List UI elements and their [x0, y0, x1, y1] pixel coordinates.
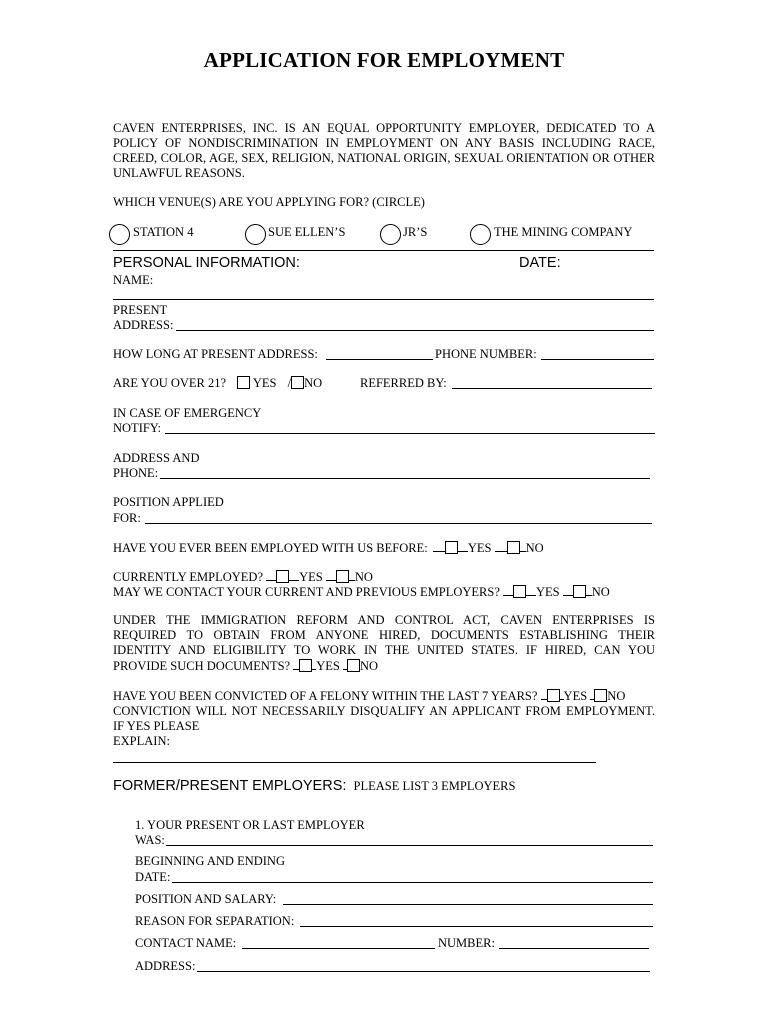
over21-yes-checkbox[interactable] [237, 376, 250, 389]
documents-yes-checkbox[interactable] [299, 659, 312, 672]
may-contact-yes-checkbox[interactable] [513, 585, 526, 598]
phone-label: PHONE: [113, 466, 159, 480]
over21-question [113, 376, 322, 391]
felony-no-label: NO [607, 689, 626, 703]
employer1-address-field[interactable] [197, 971, 650, 972]
employer1-title: 1. YOUR PRESENT OR LAST EMPLOYER [135, 818, 365, 832]
employer1-beginning-label: BEGINNING AND ENDING [135, 854, 285, 868]
currently-employed-row [113, 569, 373, 585]
address-field[interactable] [176, 330, 654, 331]
employer1-was-label: WAS: [135, 833, 165, 847]
employer1-contact-label: CONTACT NAME: [135, 936, 237, 950]
employed-before-row [113, 540, 544, 556]
address-label: ADDRESS: [113, 318, 174, 332]
felony-no-checkbox[interactable] [594, 689, 607, 702]
may-contact-yes-label: YES [536, 585, 560, 599]
name-field[interactable] [113, 299, 654, 300]
venue-jrs-label: JR’S [403, 225, 428, 239]
over21-separator: / [287, 376, 292, 390]
employer1-number-field[interactable] [499, 948, 649, 949]
felony-yes-label: YES [563, 689, 588, 703]
immigration-paragraph [113, 613, 655, 674]
phone-number-field[interactable] [541, 359, 654, 360]
employers-heading: FORMER/PRESENT EMPLOYERS: [113, 778, 347, 794]
address-and-label: ADDRESS AND [113, 451, 200, 465]
employer1-reason-field[interactable] [300, 926, 653, 927]
over21-no-checkbox[interactable] [291, 376, 304, 389]
employer1-date-label: DATE: [135, 870, 171, 884]
notify-label: NOTIFY: [113, 421, 162, 435]
if-yes-label: IF YES PLEASE [113, 719, 200, 733]
currently-employed-yes-checkbox[interactable] [276, 570, 289, 583]
how-long-field[interactable] [326, 359, 433, 360]
referred-label: REFERRED BY: [360, 376, 447, 390]
page-title: APPLICATION FOR EMPLOYMENT [203, 48, 565, 72]
position-field[interactable] [145, 523, 652, 524]
employer1-was-field[interactable] [166, 845, 653, 846]
explain-label: EXPLAIN: [113, 734, 170, 748]
documents-no-checkbox[interactable] [347, 659, 360, 672]
employed-before-yes-label: YES [467, 541, 492, 555]
eeo-statement: CAVEN ENTERPRISES, INC. IS AN EQUAL OPPORTUNITY EMPLOYER, DEDICATED TO A POLICY OF NONDISCRIMINATION IN EMPLOYMENT ON ANY BASIS INCLUDING RACE, CREED, COLOR, AGE, SEX, RELIGION, NATIONAL ORIGIN, SEXUAL ORIENTATION OR OTHER UNLAWFUL REASONS. [113, 121, 655, 180]
notify-field[interactable] [165, 433, 655, 434]
personal-info-heading: PERSONAL INFORMATION: [113, 255, 300, 271]
present-label: PRESENT [113, 303, 168, 317]
for-label: FOR: [113, 511, 141, 525]
employers-heading-row [113, 779, 515, 794]
employed-before-label: HAVE YOU EVER BEEN EMPLOYED WITH US BEFORE: [113, 541, 428, 555]
date-label: DATE: [519, 255, 561, 271]
venue-station4-circle[interactable] [109, 224, 130, 245]
employers-subheading: PLEASE LIST 3 EMPLOYERS [353, 779, 516, 793]
documents-yes-label: YES [316, 659, 340, 673]
venue-sue-ellens-circle[interactable] [245, 224, 266, 245]
employer1-reason-label: REASON FOR SEPARATION: [135, 914, 295, 928]
venue-station4-label: STATION 4 [133, 225, 194, 239]
employer1-address-label: ADDRESS: [135, 959, 196, 973]
over21-no-label: NO [304, 376, 323, 390]
may-contact-no-label: NO [591, 585, 610, 599]
employer1-contact-field[interactable] [242, 948, 435, 949]
felony-question: HAVE YOU BEEN CONVICTED OF A FELONY WITHIN THE LAST 7 YEARS? [113, 689, 538, 703]
over21-label: ARE YOU OVER 21? [113, 376, 227, 390]
employer1-number-label: NUMBER: [438, 936, 495, 950]
employed-before-no-label: NO [525, 541, 544, 555]
may-contact-row [113, 584, 610, 600]
venue-question: WHICH VENUE(S) ARE YOU APPLYING FOR? (CIRCLE) [113, 195, 425, 209]
over21-yes-label: YES [252, 376, 277, 390]
may-contact-label: MAY WE CONTACT YOUR CURRENT AND PREVIOUS EMPLOYERS? [113, 585, 500, 599]
emergency-label: IN CASE OF EMERGENCY [113, 406, 262, 420]
employed-before-yes-checkbox[interactable] [445, 541, 458, 554]
venue-sue-ellens-label: SUE ELLEN’S [268, 225, 346, 239]
venue-jrs-circle[interactable] [380, 224, 401, 245]
referred-field[interactable] [452, 388, 652, 389]
may-contact-no-checkbox[interactable] [573, 585, 586, 598]
felony-yes-checkbox[interactable] [547, 689, 560, 702]
employer1-date-field[interactable] [172, 882, 653, 883]
phone-number-label: PHONE NUMBER: [435, 347, 537, 361]
currently-employed-no-label: NO [354, 570, 373, 584]
currently-employed-yes-label: YES [299, 570, 323, 584]
immigration-text: UNDER THE IMMIGRATION REFORM AND CONTROL ACT, CAVEN ENTERPRISES IS REQUIRED TO OBTAIN FROM ANYONE HIRED, DOCUMENTS ESTABLISHING THEIR IDENTITY AND ELIGIBILITY TO WORK IN THE UNITED STATES. IF HIRED, CAN YOU PROVIDE SUCH DOCUMENTS? [113, 613, 655, 673]
felony-row [113, 688, 625, 704]
venue-mining-company-circle[interactable] [470, 224, 491, 245]
currently-employed-no-checkbox[interactable] [336, 570, 349, 583]
venue-divider [113, 250, 654, 251]
employed-before-no-checkbox[interactable] [507, 541, 520, 554]
position-applied-label: POSITION APPLIED [113, 495, 224, 509]
explain-field[interactable] [113, 762, 596, 763]
employer1-position-salary-field[interactable] [283, 904, 653, 905]
documents-no-label: NO [359, 659, 379, 673]
emergency-phone-field[interactable] [160, 478, 650, 479]
conviction-note: CONVICTION WILL NOT NECESSARILY DISQUALIFY AN APPLICANT FROM EMPLOYMENT. [113, 704, 655, 718]
how-long-label: HOW LONG AT PRESENT ADDRESS: [113, 347, 318, 361]
venue-mining-company-label: THE MINING COMPANY [494, 225, 633, 239]
name-label: NAME: [113, 273, 154, 287]
currently-employed-label: CURRENTLY EMPLOYED? [113, 570, 264, 584]
employer1-position-salary-label: POSITION AND SALARY: [135, 892, 277, 906]
